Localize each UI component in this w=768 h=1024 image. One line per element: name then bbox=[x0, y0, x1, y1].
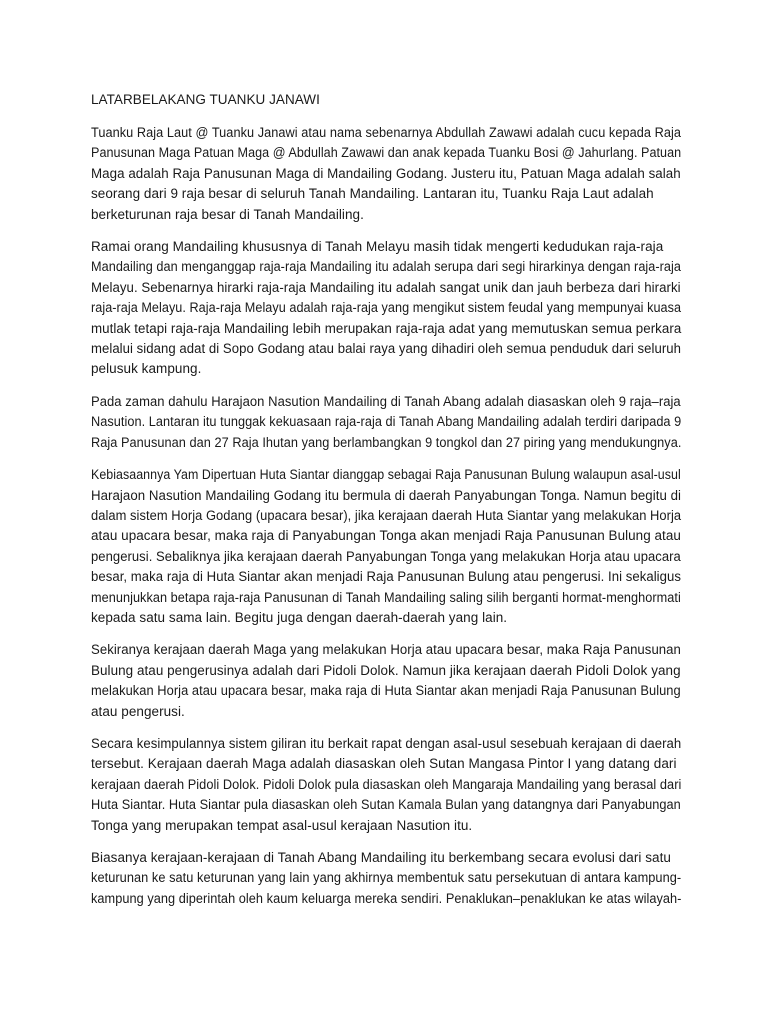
paragraph-line: Tuanku Raja Laut @ Tuanku Janawi atau nama sebenarnya Abdullah Zawawi adalah cucu kepada Raja bbox=[91, 125, 682, 140]
paragraph-line: kerajaan daerah Pidoli Dolok. Pidoli Dolok pula diasaskan oleh Mangaraja Mandailing yang berasal dari bbox=[91, 776, 682, 792]
paragraph-line: berketurunan raja besar di Tanah Mandailing. bbox=[91, 206, 364, 222]
paragraph-line: Pada zaman dahulu Harajaon Nasution Mandailing di Tanah Abang adalah diasaskan oleh 9 raja–raja bbox=[91, 393, 681, 409]
paragraph bbox=[91, 640, 681, 722]
paragraph-line: Ramai orang Mandailing khususnya di Tanah Melayu masih tidak mengerti kedudukan raja-raja bbox=[91, 239, 664, 255]
paragraph-list bbox=[91, 123, 681, 909]
paragraph bbox=[91, 237, 681, 380]
paragraph-line: dalam sistem Horja Godang (upacara besar), jika kerajaan daerah Huta Siantar yang melakukan Horja bbox=[91, 507, 682, 523]
paragraph-line: keturunan ke satu keturunan yang lain yang akhirnya membentuk satu persekutuan di antara kampung- bbox=[91, 870, 682, 886]
paragraph-line: pelusuk kampung. bbox=[91, 361, 202, 377]
paragraph-line: Kebiasaannya Yam Dipertuan Huta Siantar dianggap sebagai Raja Panusunan Bulung walaupun asal-usul bbox=[91, 467, 681, 483]
document-body bbox=[91, 90, 681, 921]
paragraph-line: Huta Siantar. Huta Siantar pula diasaskan oleh Sutan Kamala Bulan yang datangnya dari Panyabungan bbox=[91, 797, 681, 813]
paragraph-line: Nasution. Lantaran itu tunggak kekuasaan raja-raja di Tanah Abang Mandailing adalah terdiri daripada 9 bbox=[91, 414, 682, 430]
paragraph-line: seorang dari 9 raja besar di seluruh Tanah Mandailing. Lantaran itu, Tuanku Raja Laut adalah bbox=[91, 186, 654, 202]
paragraph-line: melalui sidang adat di Sopo Godang atau balai raya yang dihadiri oleh semua penduduk dari seluruh bbox=[91, 341, 682, 357]
paragraph bbox=[91, 465, 681, 628]
paragraph-line: kepada satu sama lain. Begitu juga dengan daerah-daerah yang lain. bbox=[91, 609, 508, 625]
paragraph-line: Bulung atau pengerusinya adalah dari Pidoli Dolok. Namun jika kerajaan daerah Pidoli Dolok yang bbox=[91, 662, 681, 678]
paragraph-line: atau pengerusi. bbox=[91, 703, 185, 719]
paragraph-line: Harajaon Nasution Mandailing Godang itu bermula di daerah Panyabungan Tonga. Namun begitu di bbox=[91, 487, 682, 503]
paragraph bbox=[91, 392, 681, 453]
paragraph-line: Biasanya kerajaan-kerajaan di Tanah Abang Mandailing itu berkembang secara evolusi dari satu bbox=[91, 850, 671, 865]
paragraph bbox=[91, 734, 681, 836]
paragraph-line: mutlak tetapi raja-raja Mandailing lebih merupakan raja-raja adat yang memutuskan semua perkara bbox=[91, 320, 682, 336]
paragraph-line: Secara kesimpulannya sistem giliran itu berkait rapat dengan asal-usul sesebuah kerajaan di daerah bbox=[91, 735, 682, 751]
paragraph bbox=[91, 848, 681, 909]
paragraph-line: Panusunan Maga Patuan Maga @ Abdullah Zawawi dan anak kepada Tuanku Bosi @ Jahurlang. Patuan bbox=[91, 145, 682, 161]
paragraph-line: melakukan Horja atau upacara besar, maka raja di Huta Siantar akan menjadi Raja Panusunan Bulung bbox=[91, 683, 681, 699]
paragraph-line: tersebut. Kerajaan daerah Maga adalah diasaskan oleh Sutan Mangasa Pintor I yang datang dari bbox=[91, 756, 677, 772]
paragraph-line: atau upacara besar, maka raja di Panyabungan Tonga akan menjadi Raja Panusunan Bulung atau bbox=[91, 528, 681, 544]
paragraph-line: Tonga yang merupakan tempat asal-usul kerajaan Nasution itu. bbox=[91, 817, 473, 833]
paragraph-line: besar, maka raja di Huta Siantar akan menjadi Raja Panusunan Bulung atau pengerusi. Ini sekaligus bbox=[91, 569, 681, 585]
paragraph bbox=[91, 123, 681, 225]
paragraph-line: Melayu. Sebenarnya hirarki raja-raja Mandailing itu adalah sangat unik dan jauh berbeza dari hirarki bbox=[91, 279, 681, 295]
paragraph-line: Sekiranya kerajaan daerah Maga yang melakukan Horja atau upacara besar, maka Raja Panusunan bbox=[91, 642, 681, 658]
paragraph-line: kampung yang diperintah oleh kaum keluarga mereka sendiri. Penaklukan–penaklukan ke atas wilayah- bbox=[91, 890, 682, 906]
paragraph-line: raja-raja Melayu. Raja-raja Melayu adalah raja-raja yang mengikut sistem feudal yang mempunyai kuasa bbox=[91, 300, 682, 316]
paragraph-line: pengerusi. Sebaliknya jika kerajaan daerah Panyabungan Tonga yang melakukan Horja atau upacara bbox=[91, 548, 681, 564]
paragraph-line: Maga adalah Raja Panusunan Maga di Mandailing Godang. Justeru itu, Patuan Maga adalah salah bbox=[91, 165, 681, 181]
paragraph-line: Raja Panusunan dan 27 Raja Ihutan yang berlambangkan 9 tongkol dan 27 piring yang mendukungnya. bbox=[91, 434, 682, 450]
document-title: LATARBELAKANG TUANKU JANAWI bbox=[91, 92, 320, 107]
paragraph-line: menunjukkan betapa raja-raja Panusunan di Tanah Mandailing saling silih berganti hormat-menghormati bbox=[91, 589, 681, 605]
paragraph-line: Mandailing dan menganggap raja-raja Mandailing itu adalah serupa dari segi hirarkinya dengan raja-raja bbox=[91, 259, 682, 275]
